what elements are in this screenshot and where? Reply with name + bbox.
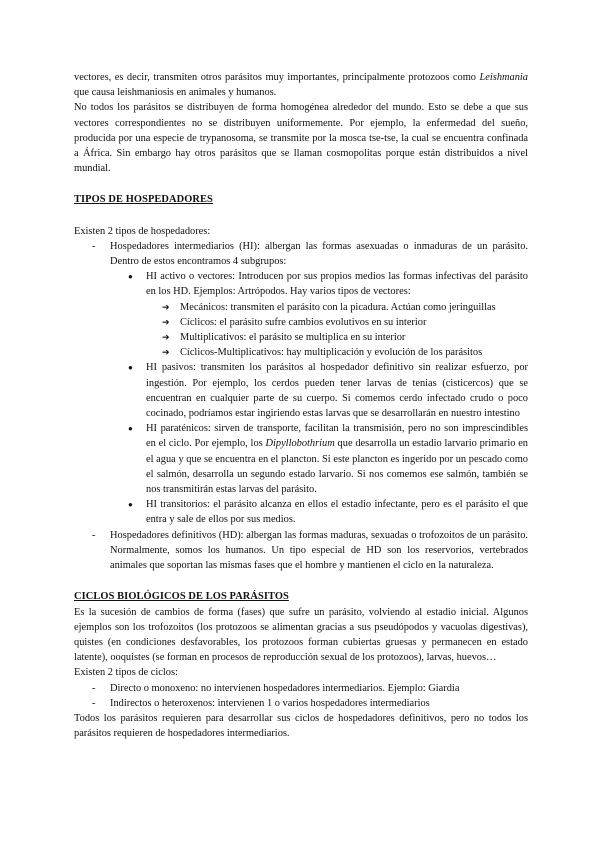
host-types-list-2 xyxy=(74,528,528,574)
intro-text-b: que causa leishmaniosis en animales y humanos. xyxy=(74,87,277,99)
intro-paragraph-1 xyxy=(74,70,528,100)
host-types-list xyxy=(74,239,528,269)
section2-closing: Todos los parásitos requieren para desarrollar sus ciclos de hospedadores definitivos, pero no todos los parásitos requieren de hospedadores intermediarios. xyxy=(74,712,528,740)
subgroups-container xyxy=(74,269,528,527)
list-item-directo: - Directo o monoxeno: no intervienen hospedadores intermediarios. Ejemplo: Giardia xyxy=(74,681,528,696)
arrow-item-ciclicos: ➔ Cíclicos: el parásito sufre cambios evolutivos en su interior xyxy=(74,315,528,330)
activo-text: HI activo o vectores: Introducen por sus propios medios las formas infectivas del parásito en los HD. Ejemplos: Artrópodos. Hay varios tipos de vectores: xyxy=(146,271,528,298)
arrow-item-multiplicativos: ➔ Multiplicativos: el parásito se multiplica en su interior xyxy=(74,330,528,345)
intro-text-a: vectores, es decir, transmiten otros parásitos muy importantes, principalmente protozoos como xyxy=(74,72,480,83)
bullet-item-pasivos: ● HI pasivos: transmiten los parásitos al hospedador definitivo sin realizar esfuerzo, por ingestión. Por ejemplo, los cerdos pueden tener larvas de tenias (cisticercos) que se encuentran en cualquier parte de su cuerpo. Si comemos cerdo infectado crudo o poco cocinado, podríamos estar ingiriendo estas larvas que se desarrollarán en nuestro intestino xyxy=(74,360,528,421)
section-heading-ciclos: CICLOS BIOLÓGICOS DE LOS PARÁSITOS xyxy=(74,591,289,603)
intro-italic-term: Leishmania xyxy=(479,72,528,83)
bullet-item-paratenicos xyxy=(74,421,528,497)
section1-lead: Existen 2 tipos de hospedadores: xyxy=(74,225,211,237)
paratenicos-text-a: HI paraténicos: sirven de transporte, facilitan la transmisión, pero no son imprescindibles en el ciclo. Por ejemplo, los xyxy=(146,423,528,450)
arrow-item-ciclicos-multiplicativos: ➔ Cíclicos-Multiplicativos: hay multiplicación y evolución de los parásitos xyxy=(74,345,528,360)
vector-types-list xyxy=(74,300,528,361)
list-item-indirectos: - Indirectos o heteroxenos: intervienen 1 o varios hospedadores intermediarios xyxy=(74,696,528,711)
section-heading-tipos: TIPOS DE HOSPEDADORES xyxy=(74,194,213,206)
paratenicos-text-b: que desarrolla un estadio larvario primario en el agua y que se encuentra en el plancton. Si este plancton es ingerido por un pescado como el salmón, desarrolla un segundo estado larvario. Si nos comemos ese salmón, también se nos transmitirán estas larvas del parásito. xyxy=(146,438,528,496)
bullet-item-activo xyxy=(74,269,528,299)
page-content xyxy=(74,70,528,741)
cycle-types-list xyxy=(74,681,528,711)
arrow-item-mecanicos: ➔ Mecánicos: transmiten el parásito con la picadura. Actúan como jeringuillas xyxy=(74,300,528,315)
intermediarios-text: Hospedadores intermediarios (HI): albergan las formas asexuadas o inmaduras de un parásito. Dentro de estos encontramos 4 subgrupos: xyxy=(110,240,528,268)
subgroups-bullets-rest xyxy=(74,360,528,527)
list-item-definitivos: - Hospedadores definitivos (HD): albergan las formas maduras, sexuadas o trofozoitos de un parásito. Normalmente, somos los humanos. Un tipo especial de HD son los reservorios, vertebrados animales que soportan las mismas fases que el hombre y mantienen el ciclo en la naturaleza. xyxy=(74,528,528,574)
bullet-item-transitorios: ● HI transitorios: el parásito alcanza en ellos el estadio infectante, pero es el parásito el que entra y sale de ellos por sus medios. xyxy=(74,497,528,527)
section2-lead: Existen 2 tipos de ciclos: xyxy=(74,667,178,679)
subgroups-bullets xyxy=(74,269,528,299)
section2-paragraph-1: Es la sucesión de cambios de forma (fases) que sufre un parásito, volviendo al estadio inicial. Algunos ejemplos son los trofozoitos (los protozoos se alimentan gracias a sus pseudópodos y vacuolas digestivas), quistes (en condiciones desfavorables, los protozoos forman cubiertas gruesas y permanecen en estado latente), ooquistes (se forman en procesos de reproducción sexual de los protozoos), larvas, huevos… xyxy=(74,606,528,664)
intro-paragraph-2: No todos los parásitos se distribuyen de forma homogénea alrededor del mundo. Esto se debe a que sus vectores correspondientes no se distribuyen uniformemente. Por ejemplo, la enfermedad del sueño, producida por una especie de trypanosoma, se transmite por la mosca tse-tse, la cual se encuentra confinada a África. Sin embargo hay otros parásitos que se llaman cosmopolitas porque están distribuidos a nivel mundial. xyxy=(74,102,528,175)
paratenicos-italic-term: Dipyllobothrium xyxy=(265,438,335,450)
list-item-intermediarios xyxy=(74,239,528,269)
